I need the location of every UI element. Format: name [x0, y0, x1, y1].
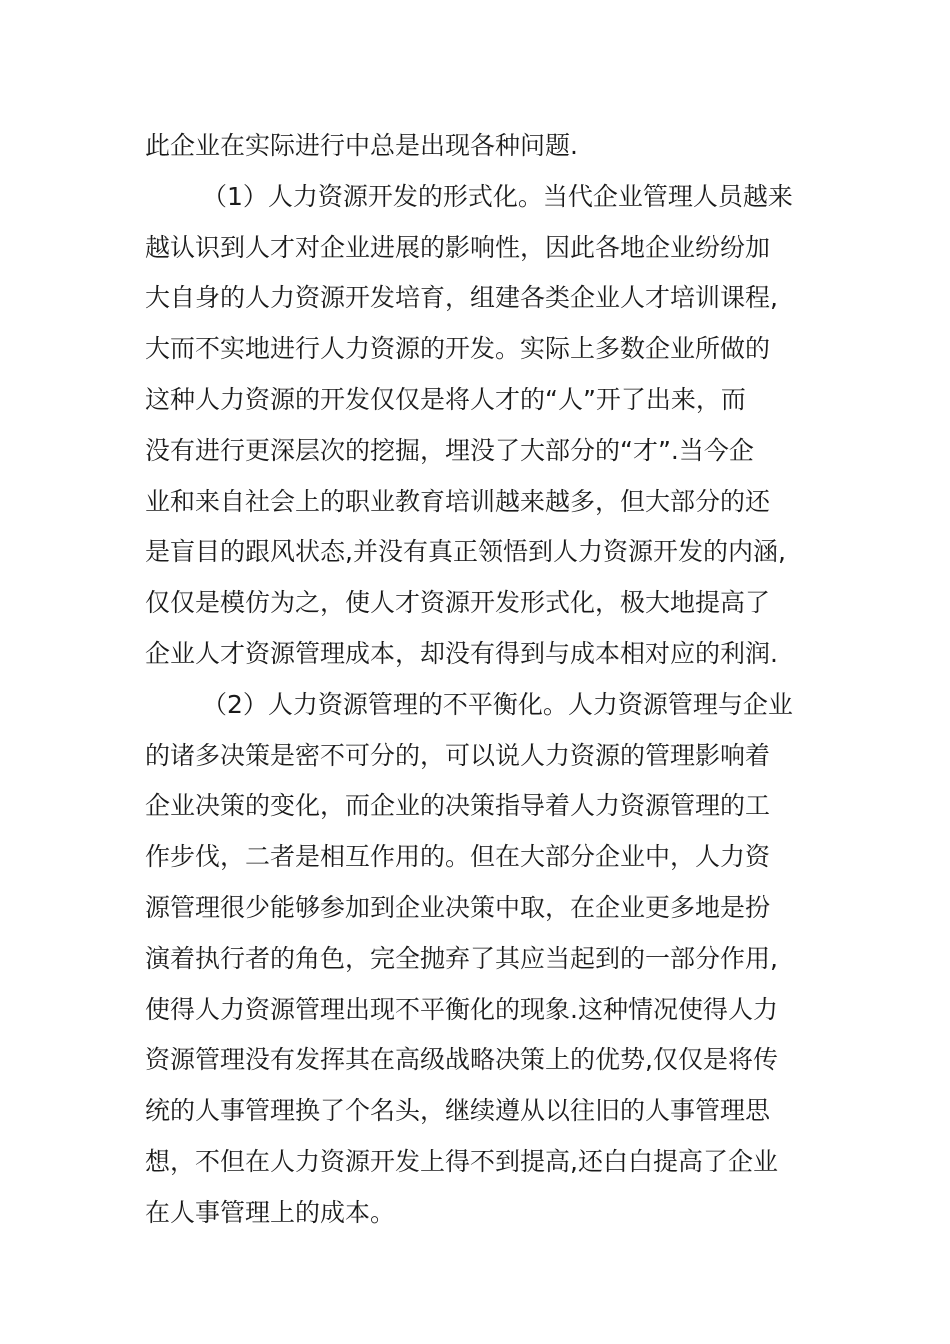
paragraph-1-start: （1）人力资源开发的形式化。当代企业管理人员越来 — [202, 181, 793, 211]
text-line: 在人事管理上的成本。 — [145, 1197, 396, 1227]
text-line: 企业决策的变化，而企业的决策指导着人力资源管理的工 — [145, 791, 771, 821]
text-line: 业和来自社会上的职业教育培训越来越多，但大部分的还 — [145, 486, 771, 516]
text-line: 大而不实地进行人力资源的开发。实际上多数企业所做的 — [145, 334, 771, 364]
text-line: 演着执行者的角色，完全抛弃了其应当起到的一部分作用, — [145, 943, 778, 973]
text-line: 想，不但在人力资源开发上得不到提高,还白白提高了企业 — [145, 1146, 778, 1176]
text-line: 仅仅是模仿为之，使人才资源开发形式化，极大地提高了 — [145, 588, 771, 618]
text-line: 作步伐，二者是相互作用的。但在大部分企业中，人力资 — [145, 842, 771, 872]
text-line: 此企业在实际进行中总是出现各种问题. — [145, 131, 578, 160]
body-text — [145, 121, 805, 1239]
paragraph-2-start: （2）人力资源管理的不平衡化。人力资源管理与企业 — [202, 689, 793, 719]
text-line: 越认识到人才对企业进展的影响性，因此各地企业纷纷加 — [145, 232, 771, 262]
text-line: 企业人才资源管理成本，却没有得到与成本相对应的利润. — [145, 638, 778, 668]
text-line: 没有进行更深层次的挖掘，埋没了大部分的“才”.当今企 — [145, 435, 754, 465]
text-line: 的诸多决策是密不可分的，可以说人力资源的管理影响着 — [145, 740, 771, 770]
text-line: 使得人力资源管理出现不平衡化的现象.这种情况使得人力 — [145, 994, 778, 1024]
text-line: 这种人力资源的开发仅仅是将人才的“人”开了出来，而 — [145, 384, 746, 414]
text-line: 资源管理没有发挥其在高级战略决策上的优势,仅仅是将传 — [145, 1045, 778, 1075]
text-line: 大自身的人力资源开发培育，组建各类企业人才培训课程, — [145, 283, 778, 313]
text-line: 是盲目的跟风状态,并没有真正领悟到人力资源开发的内涵, — [145, 537, 786, 567]
text-line: 源管理很少能够参加到企业决策中取，在企业更多地是扮 — [145, 892, 771, 922]
text-line: 统的人事管理换了个名头，继续遵从以往旧的人事管理思 — [145, 1096, 771, 1126]
